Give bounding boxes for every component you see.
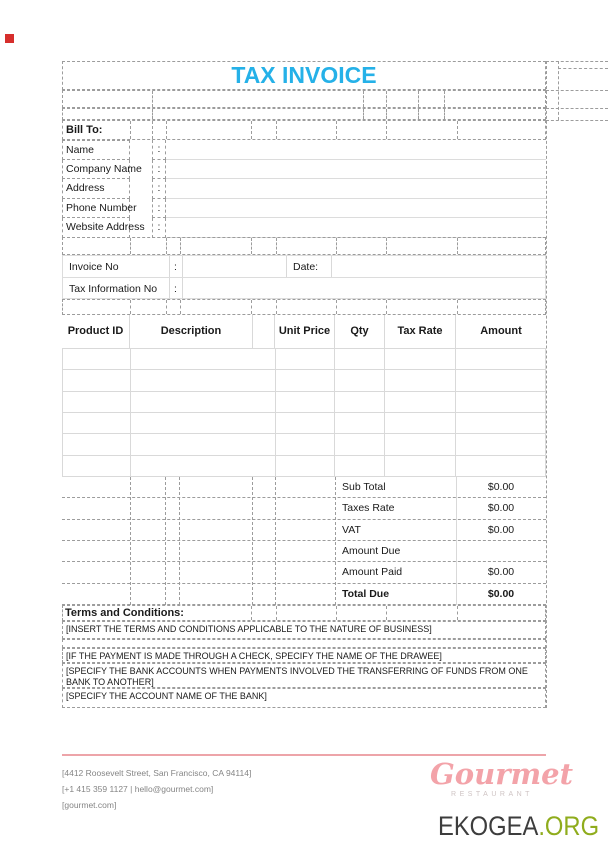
gridline — [336, 121, 337, 139]
footer-divider — [62, 754, 546, 756]
gridline — [276, 238, 277, 254]
gridline — [130, 300, 131, 314]
grid-row — [62, 299, 546, 315]
footer-contact-block — [62, 765, 251, 813]
address-label: Address — [62, 179, 130, 199]
ekogea-brand-name: EKOGEA — [437, 811, 539, 841]
gridline — [418, 109, 419, 119]
table-row — [63, 370, 546, 391]
gridline — [251, 300, 252, 314]
gridline — [363, 109, 364, 119]
footer-website: [gourmet.com] — [62, 800, 117, 810]
table-row — [63, 434, 546, 455]
invoice-info-box — [62, 255, 546, 299]
item-cell[interactable] — [456, 456, 546, 476]
bill-to-row-company — [62, 160, 546, 180]
taxes-rate-row — [62, 498, 546, 519]
item-cell[interactable] — [276, 370, 336, 390]
item-cell[interactable] — [335, 370, 385, 390]
vat-value: $0.00 — [487, 523, 515, 536]
colon-separator: : — [152, 218, 166, 238]
date-label: Date: — [293, 261, 319, 273]
amount-paid-value: $0.00 — [487, 566, 515, 579]
item-cell[interactable] — [131, 370, 276, 390]
amount-paid-label: Amount Paid — [342, 566, 403, 579]
amount-due-label: Amount Due — [342, 544, 401, 557]
subtotal-value: $0.00 — [487, 481, 515, 493]
gourmet-logo — [430, 757, 574, 798]
tax-information-no-field[interactable] — [182, 278, 547, 300]
column-header-description: Description — [130, 315, 253, 348]
item-cell[interactable] — [131, 392, 276, 412]
gridline — [386, 238, 387, 254]
gridline — [130, 121, 131, 139]
phone-number-label: Phone Number — [62, 199, 130, 219]
table-row — [63, 456, 546, 477]
website-address-field[interactable] — [166, 218, 546, 238]
amount-paid-row — [62, 562, 546, 583]
column-header-product-id: Product ID — [62, 315, 130, 348]
gridline — [457, 300, 458, 314]
gridline — [386, 121, 387, 139]
terms-line: [IF THE PAYMENT IS MADE THROUGH A CHECK, SPECIFY THE NAME OF THE DRAWEE] — [62, 648, 546, 663]
gridline — [457, 121, 458, 139]
name-label: Name — [62, 140, 130, 160]
name-field[interactable] — [166, 140, 546, 160]
item-cell[interactable] — [131, 456, 276, 476]
column-header-amount: Amount — [480, 325, 522, 337]
vat-label: VAT — [342, 523, 361, 536]
phone-number-field[interactable] — [166, 199, 546, 219]
colon-separator: : — [152, 179, 166, 199]
gridline — [276, 121, 277, 139]
terms-spacer-row — [62, 639, 546, 648]
bill-to-row-phone — [62, 199, 546, 219]
gridline — [130, 238, 131, 254]
bill-to-fields — [62, 140, 546, 238]
footer-address: [4412 Roosevelt Street, San Francisco, CA 94114] — [62, 768, 252, 778]
item-cell[interactable] — [335, 434, 385, 454]
item-cell[interactable] — [63, 434, 131, 454]
address-field[interactable] — [166, 179, 546, 199]
gridline — [457, 606, 458, 620]
terms-line: [SPECIFY THE ACCOUNT NAME OF THE BANK] — [62, 688, 546, 708]
items-table-header — [62, 315, 546, 349]
gridline — [169, 256, 170, 277]
invoice-no-label: Invoice No — [69, 261, 119, 273]
gourmet-logo-text: Gourmet — [430, 757, 574, 791]
colon-separator: : — [174, 261, 177, 273]
item-cell[interactable] — [335, 413, 385, 433]
gridline — [363, 91, 364, 107]
gridline — [386, 91, 387, 107]
tax-information-no-row — [63, 278, 545, 300]
title-box — [62, 61, 546, 90]
item-cell[interactable] — [385, 456, 456, 476]
item-cell[interactable] — [63, 392, 131, 412]
gridline — [166, 121, 167, 139]
totals-section — [62, 477, 546, 605]
item-cell[interactable] — [335, 456, 385, 476]
gridline — [444, 91, 445, 107]
item-cell[interactable] — [276, 434, 336, 454]
gridline — [457, 238, 458, 254]
gridline — [276, 606, 277, 620]
items-table-body — [62, 349, 546, 477]
gridline — [152, 109, 153, 119]
taxes-rate-label: Taxes Rate — [342, 502, 395, 515]
gridline — [166, 300, 167, 314]
item-cell[interactable] — [131, 413, 276, 433]
total-due-row — [62, 584, 546, 605]
gridline — [336, 238, 337, 254]
table-row — [63, 392, 546, 413]
item-cell[interactable] — [131, 349, 276, 369]
footer-phone-email: [+1 415 359 1127 | hello@gourmet.com] — [62, 784, 214, 794]
item-cell[interactable] — [63, 456, 131, 476]
terms-line: [SPECIFY THE BANK ACCOUNTS WHEN PAYMENTS INVOLVED THE TRANSFERRING OF FUNDS FROM ONE BANK TO ANOTHER] — [62, 663, 546, 688]
table-row — [63, 413, 546, 434]
terms-line: [INSERT THE TERMS AND CONDITIONS APPLICABLE TO THE NATURE OF BUSINESS] — [62, 621, 546, 639]
gridline — [546, 61, 547, 708]
tax-information-no-label: Tax Information No — [69, 283, 158, 295]
item-cell[interactable] — [63, 349, 131, 369]
total-due-label: Total Due — [342, 587, 390, 600]
bill-to-header-row — [62, 120, 546, 140]
total-due-value: $0.00 — [487, 587, 515, 600]
gridline — [286, 256, 287, 277]
company-name-field[interactable] — [166, 160, 546, 180]
invoice-no-row — [63, 256, 545, 278]
subtotal-label: Sub Total — [342, 481, 386, 493]
item-cell[interactable] — [456, 434, 546, 454]
gridline — [386, 109, 387, 119]
gridline — [166, 238, 167, 254]
item-cell[interactable] — [335, 349, 385, 369]
item-cell[interactable] — [276, 392, 336, 412]
bill-to-heading: Bill To: — [66, 124, 103, 136]
gridline — [180, 300, 181, 314]
item-cell[interactable] — [276, 349, 336, 369]
gridline — [336, 300, 337, 314]
vat-row — [62, 520, 546, 541]
colon-separator: : — [174, 283, 177, 295]
gridline — [336, 606, 337, 620]
item-cell[interactable] — [276, 413, 336, 433]
grid-row — [62, 108, 546, 120]
amount-due-row — [62, 541, 546, 562]
gridline — [546, 90, 608, 91]
gridline — [251, 606, 252, 620]
bill-to-row-website — [62, 218, 546, 238]
subtotal-row — [62, 477, 546, 498]
terms-header-row — [62, 605, 546, 621]
gridline — [251, 238, 252, 254]
item-cell[interactable] — [456, 349, 546, 369]
ekogea-brand — [438, 812, 599, 840]
item-cell[interactable] — [385, 370, 456, 390]
gridline — [546, 108, 608, 109]
item-cell[interactable] — [385, 434, 456, 454]
date-field[interactable] — [331, 256, 547, 277]
bill-to-row-address — [62, 179, 546, 199]
gridline — [546, 61, 608, 62]
gridline — [152, 91, 153, 107]
gridline — [251, 121, 252, 139]
taxes-rate-value: $0.00 — [487, 502, 515, 515]
grid-row — [62, 237, 546, 255]
colon-separator: : — [152, 140, 166, 160]
gourmet-logo-subtext: RESTAURANT — [451, 791, 533, 798]
item-cell[interactable] — [63, 413, 131, 433]
item-cell[interactable] — [456, 370, 546, 390]
item-cell[interactable] — [335, 392, 385, 412]
gridline — [558, 68, 608, 69]
gridline — [169, 278, 170, 300]
table-row — [63, 349, 546, 370]
item-cell[interactable] — [276, 456, 336, 476]
item-cell[interactable] — [63, 370, 131, 390]
red-marker-icon — [5, 34, 14, 43]
column-header-qty: Qty — [335, 315, 385, 348]
column-header-spacer — [253, 315, 275, 348]
invoice-no-field[interactable] — [182, 256, 286, 277]
colon-separator: : — [152, 160, 166, 180]
colon-separator: : — [152, 199, 166, 219]
company-name-label: Company Name — [62, 160, 130, 180]
terms-heading: Terms and Conditions: — [65, 607, 184, 619]
gridline — [276, 300, 277, 314]
column-header-tax-rate: Tax Rate — [385, 315, 456, 348]
grid-row — [62, 90, 546, 108]
gridline — [152, 121, 153, 139]
item-cell[interactable] — [385, 392, 456, 412]
website-address-label: Website Address — [62, 218, 130, 238]
gridline — [386, 300, 387, 314]
ekogea-brand-tld: .ORG — [538, 811, 599, 841]
item-cell[interactable] — [131, 434, 276, 454]
gridline — [386, 606, 387, 620]
item-cell[interactable] — [385, 413, 456, 433]
bill-to-row-name — [62, 140, 546, 160]
gridline — [546, 120, 608, 121]
page-title: TAX INVOICE — [231, 62, 377, 88]
column-header-unit-price: Unit Price — [275, 315, 335, 348]
gridline — [180, 238, 181, 254]
item-cell[interactable] — [456, 413, 546, 433]
item-cell[interactable] — [385, 349, 456, 369]
gridline — [444, 109, 445, 119]
item-cell[interactable] — [456, 392, 546, 412]
gridline — [418, 91, 419, 107]
